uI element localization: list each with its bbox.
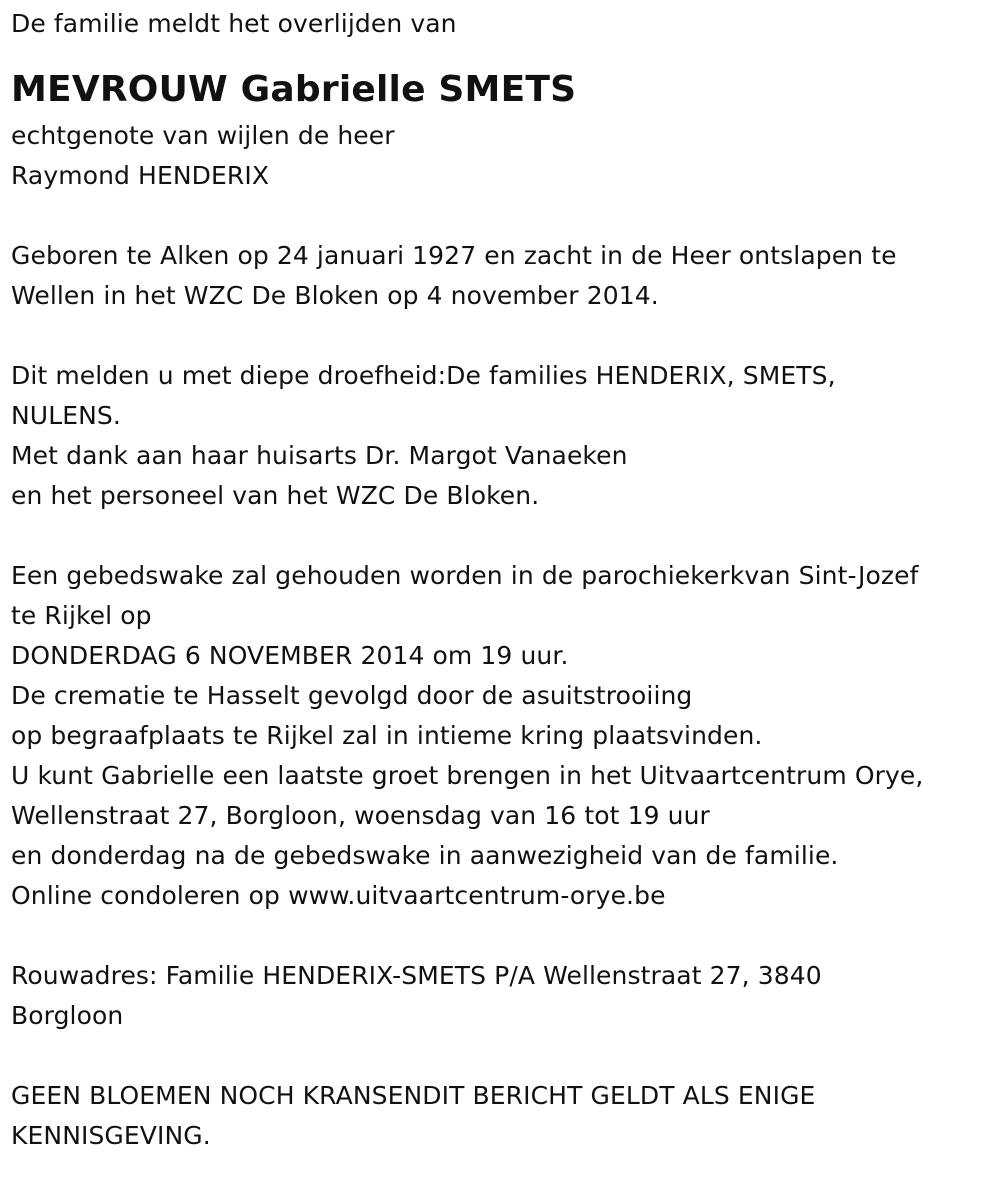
ceremony-line-1: Een gebedswake zal gehouden worden in de parochiekerkvan Sint-Jozef <box>11 561 919 590</box>
announcement-line-3: Met dank aan haar huisarts Dr. Margot Vanaeken <box>11 441 628 470</box>
spacer <box>11 316 1000 356</box>
birth-death-line-1: Geboren te Alken op 24 januari 1927 en zacht in de Heer ontslapen te <box>11 241 897 270</box>
ceremony-line-5: op begraafplaats te Rijkel zal in intieme kring plaatsvinden. <box>11 721 763 750</box>
ceremony-line-7: Wellenstraat 27, Borgloon, woensdag van 16 tot 19 uur <box>11 801 710 830</box>
ceremony-line-3: DONDERDAG 6 NOVEMBER 2014 om 19 uur. <box>11 641 569 670</box>
ceremony-line-4: De crematie te Hasselt gevolgd door de asuitstrooiing <box>11 681 693 710</box>
spacer <box>11 1036 1000 1076</box>
closing-line-2: KENNISGEVING. <box>11 1121 211 1150</box>
ceremony-line-8: en donderdag na de gebedswake in aanwezigheid van de familie. <box>11 841 839 870</box>
spacer <box>11 196 1000 236</box>
announcement-line-2: NULENS. <box>11 401 121 430</box>
announcement-line-4: en het personeel van het WZC De Bloken. <box>11 481 540 510</box>
announcement-line-1: Dit melden u met diepe droefheid:De families HENDERIX, SMETS, <box>11 361 836 390</box>
relation-line-1: echtgenote van wijlen de heer <box>11 121 395 150</box>
ceremony-line-6: U kunt Gabrielle een laatste groet brengen in het Uitvaartcentrum Orye, <box>11 761 924 790</box>
ceremony-line-2: te Rijkel op <box>11 601 152 630</box>
birth-death-line-2: Wellen in het WZC De Bloken op 4 november 2014. <box>11 281 659 310</box>
closing-line-1: GEEN BLOEMEN NOCH KRANSENDIT BERICHT GELDT ALS ENIGE <box>11 1081 816 1110</box>
condolence-website-line: Online condoleren op www.uitvaartcentrum-orye.be <box>11 881 666 910</box>
address-line-2: Borgloon <box>11 1001 124 1030</box>
deceased-name: MEVROUW Gabrielle SMETS <box>11 69 577 110</box>
spacer <box>11 916 1000 956</box>
intro-text: De familie meldt het overlijden van <box>11 9 457 38</box>
address-line-1: Rouwadres: Familie HENDERIX-SMETS P/A Wellenstraat 27, 3840 <box>11 961 822 990</box>
spacer <box>11 516 1000 556</box>
relation-line-2: Raymond HENDERIX <box>11 161 270 190</box>
